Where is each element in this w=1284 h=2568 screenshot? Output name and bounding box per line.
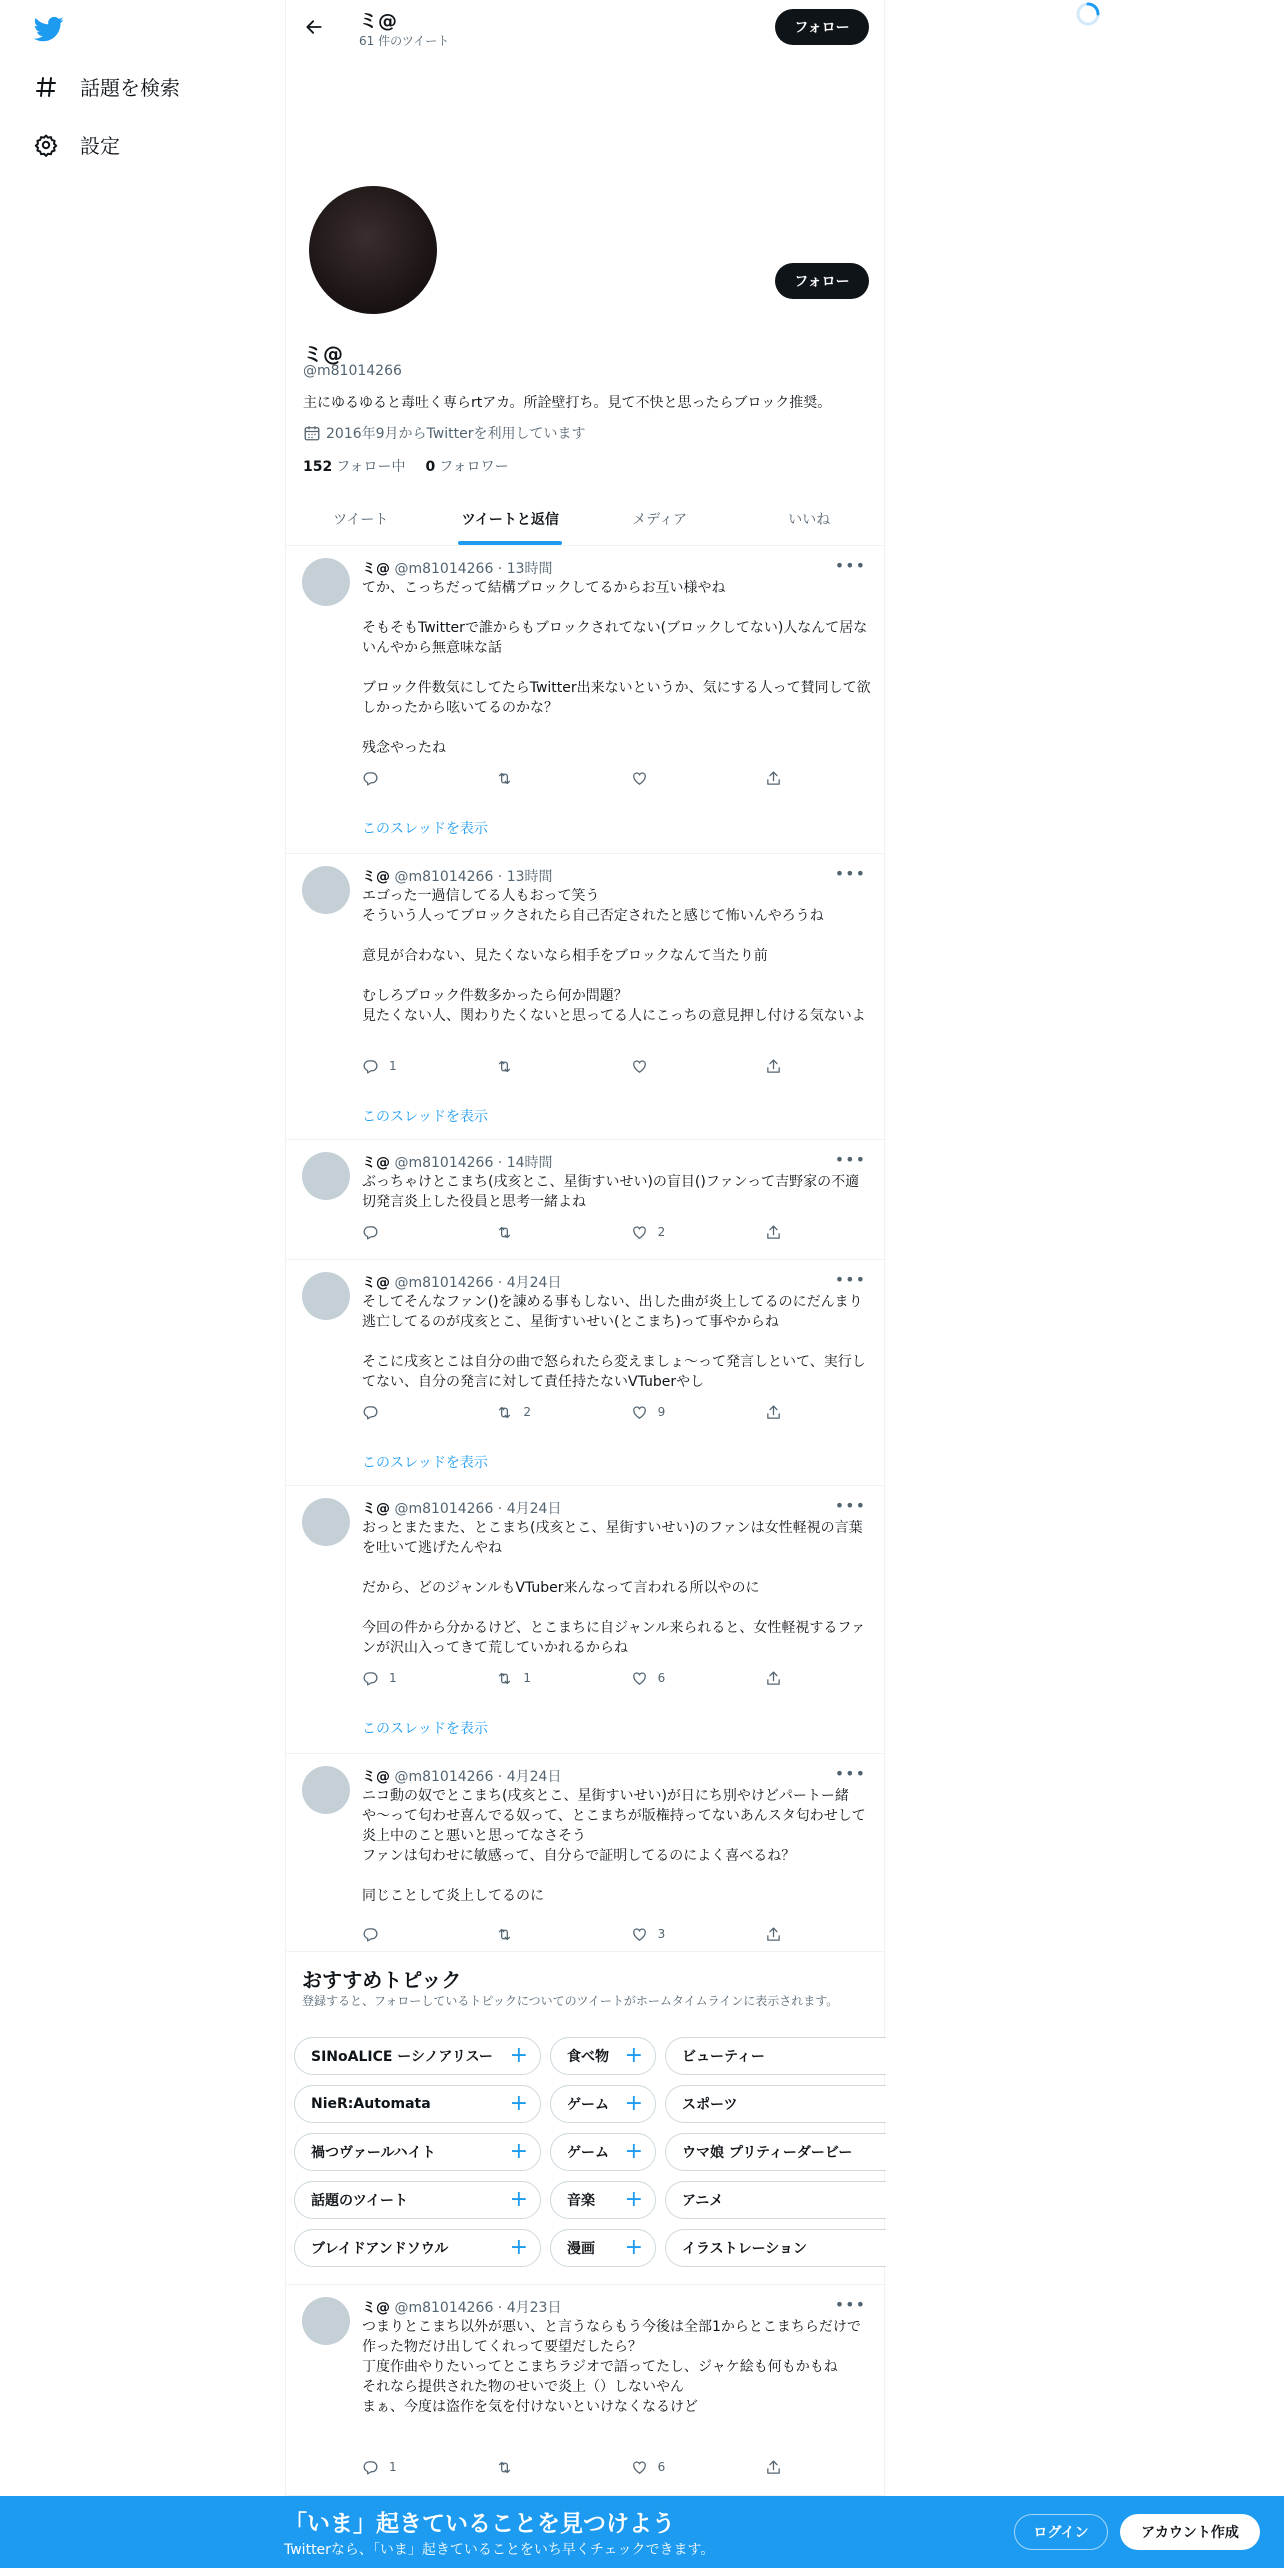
plus-icon[interactable]: + (509, 2043, 528, 2068)
topic-chip[interactable] (550, 2085, 656, 2123)
topic-chip[interactable] (294, 2181, 541, 2219)
profile-handle: @m81014266 (303, 363, 402, 379)
tweet-author-name[interactable]: ミ@ (362, 1769, 390, 1785)
like-button[interactable] (631, 1056, 765, 1076)
retweet-button[interactable] (496, 1402, 630, 1422)
tweet[interactable] (286, 1260, 884, 1486)
plus-icon[interactable]: + (624, 2187, 643, 2212)
tweet-avatar[interactable] (302, 1498, 350, 1546)
tweet-avatar[interactable] (302, 1272, 350, 1320)
reply-button[interactable] (362, 1222, 496, 1242)
tweet-separator: · (493, 1275, 507, 1291)
like-button[interactable] (631, 1668, 765, 1688)
show-thread-link[interactable]: このスレッドを表示 (362, 821, 488, 837)
share-button[interactable] (765, 1924, 782, 1944)
show-thread-link[interactable]: このスレッドを表示 (362, 1109, 488, 1125)
back-button[interactable] (300, 13, 328, 41)
topic-chip-label: 音楽 (567, 2193, 595, 2209)
profile-avatar[interactable] (305, 182, 441, 318)
left-navigation (0, 0, 285, 2568)
like-button[interactable] (631, 2457, 765, 2477)
topic-chip-label: ビューティー (682, 2049, 765, 2065)
plus-icon[interactable]: + (624, 2043, 643, 2068)
reply-button[interactable] (362, 2457, 496, 2477)
tweet-separator: · (493, 1769, 507, 1785)
tweet-author-name[interactable]: ミ@ (362, 561, 390, 577)
retweet-icon (496, 1670, 513, 1687)
tweet-actions (362, 1668, 782, 1688)
heart-icon (631, 1926, 648, 1943)
tweet-header (362, 2297, 561, 2317)
nav-settings[interactable] (34, 130, 120, 159)
reply-button[interactable] (362, 1402, 496, 1422)
tab-likes[interactable]: いいね (788, 512, 831, 528)
bottom-bar-title: 「いま」起きていることを見つけよう (284, 2511, 675, 2537)
topic-chip-label: 食べ物 (567, 2049, 609, 2065)
retweet-button[interactable] (496, 768, 630, 788)
tab-tweets[interactable]: ツイート (333, 512, 389, 528)
retweet-button[interactable] (496, 2457, 630, 2477)
tweet-author-handle[interactable]: @m81014266 (394, 869, 494, 885)
retweet-count: 2 (523, 1405, 531, 1419)
show-thread-link[interactable]: このスレッドを表示 (362, 1721, 488, 1737)
signup-bottom-bar (0, 2496, 1284, 2568)
header-tweet-count: 61 件のツイート (359, 34, 450, 48)
tweet-header (362, 1272, 561, 1292)
header-follow-button[interactable]: フォロー (775, 9, 869, 45)
topic-chip[interactable] (550, 2181, 656, 2219)
tweet-time[interactable]: 13時間 (506, 869, 553, 885)
loading-spinner-icon (1074, 0, 1108, 28)
retweet-icon (496, 1926, 513, 1943)
retweet-icon (496, 1058, 513, 1075)
tweet-author-name[interactable]: ミ@ (362, 869, 390, 885)
topic-chip-label: スポーツ (682, 2097, 738, 2113)
reply-button[interactable] (362, 768, 496, 788)
tweet-text: エゴった一過信してる人もおって笑う そういう人ってブロックされたら自己否定されたと感じて怖いんやろうね 意見が合わない、見たくないなら相手をブロックなんて当たり前 むしろブロック件数多かったら何か問題？ 見たくない人、関わりたくないと思ってる人にこっちの意見押し付ける気ないよ (362, 888, 866, 1024)
tweet-separator: · (493, 1501, 507, 1517)
like-button[interactable] (631, 768, 765, 788)
share-icon (765, 770, 782, 787)
tweet-time[interactable]: 14時間 (506, 1155, 553, 1171)
topic-chip-label: イラストレーション (682, 2241, 808, 2257)
tweet-header (362, 866, 553, 886)
tweet-separator: · (493, 2300, 507, 2316)
profile-joined (303, 423, 585, 443)
tweet[interactable] (286, 854, 884, 1140)
tweet-text: ぶっちゃけとこまち(戌亥とこ、星街すいせい)の盲目()ファンって吉野家の不適切発言炎上した役員と思考一緒よね (362, 1174, 860, 1210)
plus-icon[interactable]: + (509, 2187, 528, 2212)
plus-icon[interactable]: + (509, 2139, 528, 2164)
reply-icon (362, 1404, 379, 1421)
followers-label: フォロワー (439, 459, 509, 475)
plus-icon[interactable]: + (624, 2139, 643, 2164)
hashtag-icon (34, 75, 58, 99)
tweet-author-name[interactable]: ミ@ (362, 1155, 390, 1171)
topic-chip[interactable] (665, 2085, 886, 2123)
share-icon (765, 2459, 782, 2476)
profile-tabs (286, 493, 884, 546)
topic-chip[interactable] (550, 2037, 656, 2075)
topic-chip-label: アニメ (682, 2193, 724, 2209)
share-button[interactable] (765, 2457, 782, 2477)
topic-chip[interactable] (550, 2229, 656, 2267)
tweet-text: おっとまたまた、とこまち(戌亥とこ、星街すいせい)のファンは女性軽視の言葉を吐いて逃げたんやね だから、どのジャンルもVTuber来んなって言われる所以やのに 今回の件から分かるけど、とこまちに自ジャンル来られると、女性軽視するファンが沢山入ってきて荒していかれるからね (362, 1520, 866, 1656)
topics-subtitle: 登録すると、フォローしているトピックについてのツイートがホームタイムラインに表示されます。 (302, 1994, 839, 2008)
share-button[interactable] (765, 768, 782, 788)
tweet-separator: · (493, 869, 507, 885)
profile-joined-text: 2016年9月からTwitterを利用しています (326, 426, 586, 442)
share-button[interactable] (765, 1668, 782, 1688)
tweet-header (362, 1498, 561, 1518)
more-options-icon[interactable]: ••• (834, 556, 866, 575)
topic-chip[interactable] (665, 2133, 886, 2171)
profile-follow-stats (303, 456, 509, 476)
like-count: 3 (657, 1927, 666, 1941)
topic-chip-label: ゲーム (567, 2097, 609, 2113)
retweet-icon (496, 770, 513, 787)
retweet-icon (496, 1404, 513, 1421)
retweet-icon (496, 1224, 513, 1241)
topic-chip-label: ウマ娘 プリティーダービー (682, 2145, 853, 2161)
tweet-text: てか、こっちだって結構ブロックしてるからお互い様やね そもそもTwitterで誰からもブロックされてない(ブロックしてない)人なんて居ないんやから無意味な話 ブロック件数気にしてたらTwitter出来ないというか、気にする人って賛同して欲しかったから呟いてるのかな？ 残念やったね (362, 580, 871, 756)
profile-header-bar (286, 0, 884, 53)
topic-chip[interactable] (294, 2085, 541, 2123)
bottom-bar-subtitle: Twitterなら、「いま」起きていることをいち早くチェックできます。 (284, 2542, 715, 2558)
tab-media[interactable]: メディア (632, 512, 688, 528)
retweet-button[interactable] (496, 1056, 630, 1076)
following-link[interactable] (303, 456, 406, 476)
share-icon (765, 1670, 782, 1687)
reply-icon (362, 2459, 379, 2476)
recommended-topics (286, 1952, 884, 2285)
twitter-logo-icon[interactable] (32, 14, 66, 44)
tweet-author-handle[interactable]: @m81014266 (394, 561, 494, 577)
tweet-time[interactable]: 4月24日 (506, 1275, 562, 1291)
more-options-icon[interactable]: ••• (834, 1764, 866, 1783)
like-count: 9 (657, 1405, 666, 1419)
like-count: 6 (657, 2460, 666, 2474)
reply-button[interactable] (362, 1668, 496, 1688)
nav-settings-label: 設定 (80, 134, 120, 158)
tweet-author-handle[interactable]: @m81014266 (394, 1155, 494, 1171)
tweet-actions (362, 768, 782, 788)
plus-icon[interactable]: + (509, 2235, 528, 2260)
tweet[interactable] (286, 546, 884, 854)
tweet[interactable] (286, 1486, 884, 1754)
tweet-avatar[interactable] (302, 1766, 350, 1814)
like-button[interactable] (631, 1402, 765, 1422)
tweet-header (362, 558, 553, 578)
like-count: 6 (657, 1671, 666, 1685)
following-count: 152 (303, 459, 333, 475)
tweet-author-handle[interactable]: @m81014266 (394, 1501, 494, 1517)
topic-chip-label: ゲーム (567, 2145, 609, 2161)
tweet-separator: · (493, 561, 507, 577)
more-options-icon[interactable]: ••• (834, 2295, 866, 2314)
tweet-avatar[interactable] (302, 558, 350, 606)
profile-name: ミ@ (303, 342, 343, 366)
tweet-author-handle[interactable]: @m81014266 (394, 1769, 494, 1785)
tweet-avatar[interactable] (302, 866, 350, 914)
reply-button[interactable] (362, 1924, 496, 1944)
retweet-icon (496, 2459, 513, 2476)
tweet-avatar[interactable] (302, 1152, 350, 1200)
topic-chip[interactable] (294, 2229, 541, 2267)
tweet-time[interactable]: 4月24日 (506, 1769, 562, 1785)
share-icon (765, 1926, 782, 1943)
tweet[interactable] (286, 1140, 884, 1260)
topic-chip-label: 話題のツイート (311, 2193, 409, 2209)
tweet-actions (362, 1402, 782, 1422)
topic-chip[interactable] (665, 2181, 886, 2219)
topic-chip-label: ブレイドアンドソウル (311, 2241, 449, 2257)
heart-icon (631, 1404, 648, 1421)
header-title: ミ@ (359, 10, 398, 32)
gear-icon (34, 133, 58, 157)
plus-icon[interactable]: + (624, 2235, 643, 2260)
signup-button[interactable]: アカウント作成 (1120, 2514, 1260, 2550)
main-column (285, 0, 885, 2568)
like-button[interactable] (631, 1924, 765, 1944)
tweet-actions (362, 1222, 782, 1242)
tweet-separator: · (493, 1155, 507, 1171)
topics-title: おすすめトピック (302, 1968, 462, 1992)
more-options-icon[interactable]: ••• (834, 1150, 866, 1169)
followers-link[interactable] (426, 456, 509, 476)
tweet-text: そしてそんなファン()を諌める事もしない、出した曲が炎上してるのにだんまり逃亡してるのが戌亥とこ、星街すいせい(とこまち)って事やからね そこに戌亥とこは自分の曲で怒られたら変えましょ〜って発言しといて、実行してない、自分の発言に対して責任持たないVTuberやし (362, 1294, 866, 1390)
share-button[interactable] (765, 1402, 782, 1422)
show-thread-link[interactable]: このスレッドを表示 (362, 1455, 488, 1471)
tweet-actions (362, 1056, 782, 1076)
share-icon (765, 1404, 782, 1421)
topic-chip-label: NieR:Automata (311, 2096, 431, 2112)
topic-chip-label: 禍つヴァールハイト (311, 2145, 436, 2161)
topic-chip-label: 漫画 (567, 2241, 595, 2257)
tab-tweets-and-replies[interactable]: ツイートと返信 (436, 493, 586, 545)
heart-icon (631, 1670, 648, 1687)
share-icon (765, 1058, 782, 1075)
heart-icon (631, 1058, 648, 1075)
topic-chip[interactable] (665, 2037, 886, 2075)
like-count: 2 (657, 1225, 666, 1239)
like-button[interactable] (631, 1222, 765, 1242)
heart-icon (631, 770, 648, 787)
reply-icon (362, 1224, 379, 1241)
followers-count: 0 (425, 459, 436, 475)
share-button[interactable] (765, 1222, 782, 1242)
tweet[interactable] (286, 2285, 884, 2496)
plus-icon[interactable]: + (509, 2091, 528, 2116)
tweet-author-name[interactable]: ミ@ (362, 2300, 390, 2316)
retweet-count: 1 (523, 1671, 531, 1685)
topic-chip[interactable] (550, 2133, 656, 2171)
topic-chip-label: SINoALICE ーシノアリスー (311, 2049, 493, 2065)
arrow-left-icon (304, 17, 324, 37)
share-icon (765, 1224, 782, 1241)
reply-icon (362, 1670, 379, 1687)
tweet-text: ニコ動の奴でとこまち(戌亥とこ、星街すいせい)が日にち別やけどパートー緒や〜って匂わせ喜んでる奴って、とこまちが版権持ってないあんスタ匂わせして炎上中のこと悪いと思ってなさそう ファンは匂わせに敏感って、自分らで証明してるのによく喜べるね？ 同じことして炎上してるのに (362, 1788, 866, 1904)
tweet-header (362, 1766, 561, 1786)
tweet-author-name[interactable]: ミ@ (362, 1501, 390, 1517)
login-button[interactable]: ログイン (1014, 2514, 1108, 2550)
reply-icon (362, 1058, 379, 1075)
tweet-actions (362, 2457, 782, 2477)
heart-icon (631, 2459, 648, 2476)
tweet-header (362, 1152, 553, 1172)
reply-count: 1 (389, 1059, 397, 1073)
calendar-icon (303, 424, 321, 442)
profile-bio: 主にゆるゆると毒吐く専らrtアカ。所詮壁打ち。見て不快と思ったらブロック推奨。 (303, 395, 832, 411)
more-options-icon[interactable]: ••• (834, 1496, 866, 1515)
tweet-text: つまりとこまち以外が悪い、と言うならもう今後は全部1からとこまちらだけで作った物だけ出してくれって要望だしたら？ 丁度作曲やりたいってとこまちラジオで語ってたし、ジャケ絵も何もかもね それなら提供された物のせいで炎上（）しないやん まぁ、今度は盗作を気を付けないといけなくなるけど (362, 2319, 861, 2415)
reply-count: 1 (389, 1671, 397, 1685)
retweet-button[interactable] (496, 1668, 630, 1688)
tweet-time[interactable]: 13時間 (506, 561, 553, 577)
plus-icon[interactable]: + (624, 2091, 643, 2116)
topic-chip[interactable] (665, 2229, 886, 2267)
tweet-author-handle[interactable]: @m81014266 (394, 2300, 494, 2316)
tweet-avatar[interactable] (302, 2297, 350, 2345)
nav-explore-label: 話題を検索 (80, 76, 180, 100)
tweet-time[interactable]: 4月23日 (506, 2300, 562, 2316)
reply-icon (362, 770, 379, 787)
tweet-time[interactable]: 4月24日 (506, 1501, 562, 1517)
retweet-button[interactable] (496, 1222, 630, 1242)
more-options-icon[interactable]: ••• (834, 864, 866, 883)
retweet-button[interactable] (496, 1924, 630, 1944)
following-label: フォロー中 (336, 459, 406, 475)
reply-icon (362, 1926, 379, 1943)
tweet-author-handle[interactable]: @m81014266 (394, 1275, 494, 1291)
reply-button[interactable] (362, 1056, 496, 1076)
reply-count: 1 (389, 2460, 397, 2474)
topic-chip[interactable] (294, 2037, 541, 2075)
heart-icon (631, 1224, 648, 1241)
tweet-actions (362, 1924, 782, 1944)
more-options-icon[interactable]: ••• (834, 1270, 866, 1289)
profile-follow-button[interactable]: フォロー (775, 263, 869, 299)
tweet[interactable] (286, 1754, 884, 1952)
tweet-author-name[interactable]: ミ@ (362, 1275, 390, 1291)
nav-explore[interactable] (34, 72, 180, 101)
share-button[interactable] (765, 1056, 782, 1076)
topic-chip[interactable] (294, 2133, 541, 2171)
